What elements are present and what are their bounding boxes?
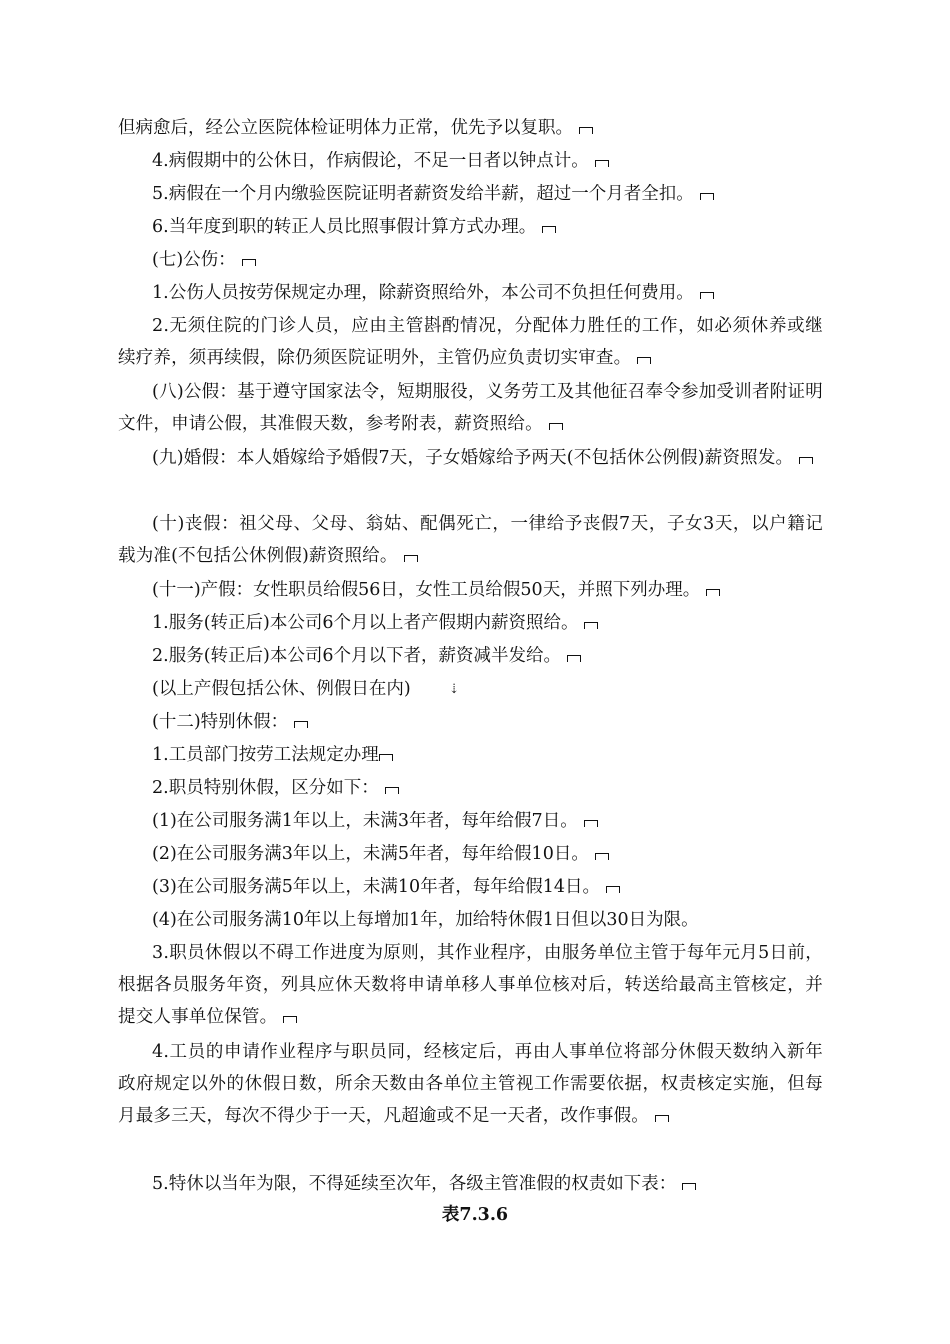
paragraph-text: (2)在公司服务满3年以上，未满5年者，每年给假10日。 bbox=[152, 844, 589, 864]
paragraph-mark-icon bbox=[606, 886, 620, 893]
paragraph-mark-icon bbox=[567, 655, 581, 662]
paragraph-mark-icon bbox=[700, 292, 714, 299]
paragraph-maternity-note bbox=[118, 673, 823, 706]
paragraph-text: 1.工员部门按劳工法规定办理 bbox=[152, 745, 379, 765]
paragraph-mark-icon bbox=[700, 193, 714, 200]
paragraph-special-leave-5 bbox=[118, 1168, 823, 1200]
paragraph-special-leave-tier-2 bbox=[118, 838, 823, 870]
paragraph-text: (十)丧假：祖父母、父母、翁姑、配偶死亡，一律给予丧假7天，子女3天，以户籍记载为准(不包括公休例假)薪资照给。 bbox=[118, 514, 823, 566]
paragraph-sick-leave-reinstatement bbox=[118, 112, 823, 144]
paragraph-sick-leave-6 bbox=[118, 211, 823, 243]
paragraph-bereavement-leave bbox=[118, 508, 823, 572]
paragraph-special-leave-tier-1 bbox=[118, 805, 823, 837]
paragraph-mark-icon bbox=[549, 423, 563, 430]
paragraph-mark-icon bbox=[584, 820, 598, 827]
paragraph-special-leave-tier-3 bbox=[118, 871, 823, 903]
heading-special-leave bbox=[118, 706, 823, 738]
paragraph-text: (十一)产假：女性职员给假56日，女性工员给假50天，并照下列办理。 bbox=[152, 580, 701, 600]
paragraph-mark-icon bbox=[799, 457, 813, 464]
paragraph-text: 5.特休以当年为限，不得延续至次年，各级主管准假的权责如下表： bbox=[152, 1174, 677, 1194]
paragraph-mark-icon bbox=[595, 853, 609, 860]
paragraph-maternity-2 bbox=[118, 640, 823, 672]
heading-work-injury bbox=[118, 244, 823, 276]
paragraph-mark-icon bbox=[595, 160, 609, 167]
paragraph-text: (九)婚假：本人婚嫁给予婚假7天，子女婚嫁给予两天(不包括休公例假)薪资照发。 bbox=[152, 448, 794, 468]
table-caption: 表7.3.6 bbox=[441, 1205, 509, 1225]
paragraph-mark-icon bbox=[579, 127, 593, 134]
paragraph-special-leave-4 bbox=[118, 1036, 823, 1132]
paragraph-text: (1)在公司服务满1年以上，未满3年者，每年给假7日。 bbox=[152, 811, 578, 831]
paragraph-official-leave bbox=[118, 376, 823, 440]
paragraph-mark-icon bbox=[283, 1016, 297, 1023]
paragraph-sick-leave-4 bbox=[118, 145, 823, 177]
paragraph-mark-icon bbox=[584, 622, 598, 629]
paragraph-text: 5.病假在一个月内缴验医院证明者薪资发给半薪，超过一个月者全扣。 bbox=[152, 184, 694, 204]
paragraph-mark-icon bbox=[385, 787, 399, 794]
paragraph-mark-icon bbox=[294, 721, 308, 728]
paragraph-work-injury-1 bbox=[118, 277, 823, 309]
paragraph-sick-leave-5 bbox=[118, 178, 823, 210]
paragraph-special-leave-tier-4 bbox=[118, 904, 823, 936]
paragraph-text: (十二)特别休假： bbox=[152, 712, 289, 732]
paragraph-text: (3)在公司服务满5年以上，未满10年者，每年给假14日。 bbox=[152, 877, 600, 897]
paragraph-text: 2.无须住院的门诊人员，应由主管斟酌情况，分配体力胜任的工作，如必须休养或继续疗养，须再续假，除仍须医院证明外，主管仍应负责切实审查。 bbox=[118, 316, 823, 368]
paragraph-text: 2.服务(转正后)本公司6个月以下者，薪资减半发给。 bbox=[152, 646, 561, 666]
paragraph-work-injury-2 bbox=[118, 310, 823, 374]
paragraph-maternity-1 bbox=[118, 607, 823, 639]
paragraph-mark-icon bbox=[542, 226, 556, 233]
paragraph-special-leave-1 bbox=[118, 739, 823, 771]
line-break-mark-icon: ⇣ bbox=[448, 682, 460, 697]
paragraph-text: 1.公伤人员按劳保规定办理，除薪资照给外，本公司不负担任何费用。 bbox=[152, 283, 694, 303]
paragraph-text: 2.职员特别休假，区分如下： bbox=[152, 778, 379, 798]
paragraph-text: (4)在公司服务满10年以上每增加1年，加给特休假1日但以30日为限。 bbox=[152, 910, 699, 930]
paragraph-mark-icon bbox=[655, 1115, 669, 1122]
paragraph-mark-icon bbox=[404, 555, 418, 562]
paragraph-text: (八)公假：基于遵守国家法令，短期服役，义务劳工及其他征召奉令参加受训者附证明文件，申请公假，其准假天数，参考附表，薪资照给。 bbox=[118, 382, 823, 434]
paragraph-mark-icon bbox=[637, 357, 651, 364]
paragraph-text: 6.当年度到职的转正人员比照事假计算方式办理。 bbox=[152, 217, 537, 237]
paragraph-text: 4.病假期中的公休日，作病假论，不足一日者以钟点计。 bbox=[152, 151, 589, 171]
paragraph-marriage-leave bbox=[118, 442, 823, 474]
paragraph-mark-icon bbox=[242, 259, 256, 266]
paragraph-text: 3.职员休假以不碍工作进度为原则，其作业程序，由服务单位主管于每年元月5日前，根据各员服务年资，列具应休天数将申请单移人事单位核对后，转送给最高主管核定，并提交人事单位保管。 bbox=[118, 943, 823, 1027]
paragraph-maternity-leave bbox=[118, 574, 823, 606]
paragraph-mark-icon bbox=[682, 1183, 696, 1190]
paragraph-text: 但病愈后，经公立医院体检证明体力正常，优先予以复职。 bbox=[118, 118, 573, 138]
paragraph-mark-icon bbox=[706, 589, 720, 596]
paragraph-text: (七)公伤： bbox=[152, 250, 236, 270]
paragraph-text: (以上产假包括公休、例假日在内) bbox=[152, 679, 411, 699]
paragraph-text: 1.服务(转正后)本公司6个月以上者产假期内薪资照给。 bbox=[152, 613, 579, 633]
paragraph-special-leave-3 bbox=[118, 937, 823, 1033]
paragraph-mark-icon bbox=[379, 754, 393, 761]
paragraph-special-leave-2 bbox=[118, 772, 823, 804]
paragraph-text: 4.工员的申请作业程序与职员同，经核定后，再由人事单位将部分休假天数纳入新年政府规定以外的休假日数，所余天数由各单位主管视工作需要依据，权责核定实施，但每月最多三天，每次不得少于一天，凡超逾或不足一天者，改作事假。 bbox=[118, 1042, 823, 1126]
